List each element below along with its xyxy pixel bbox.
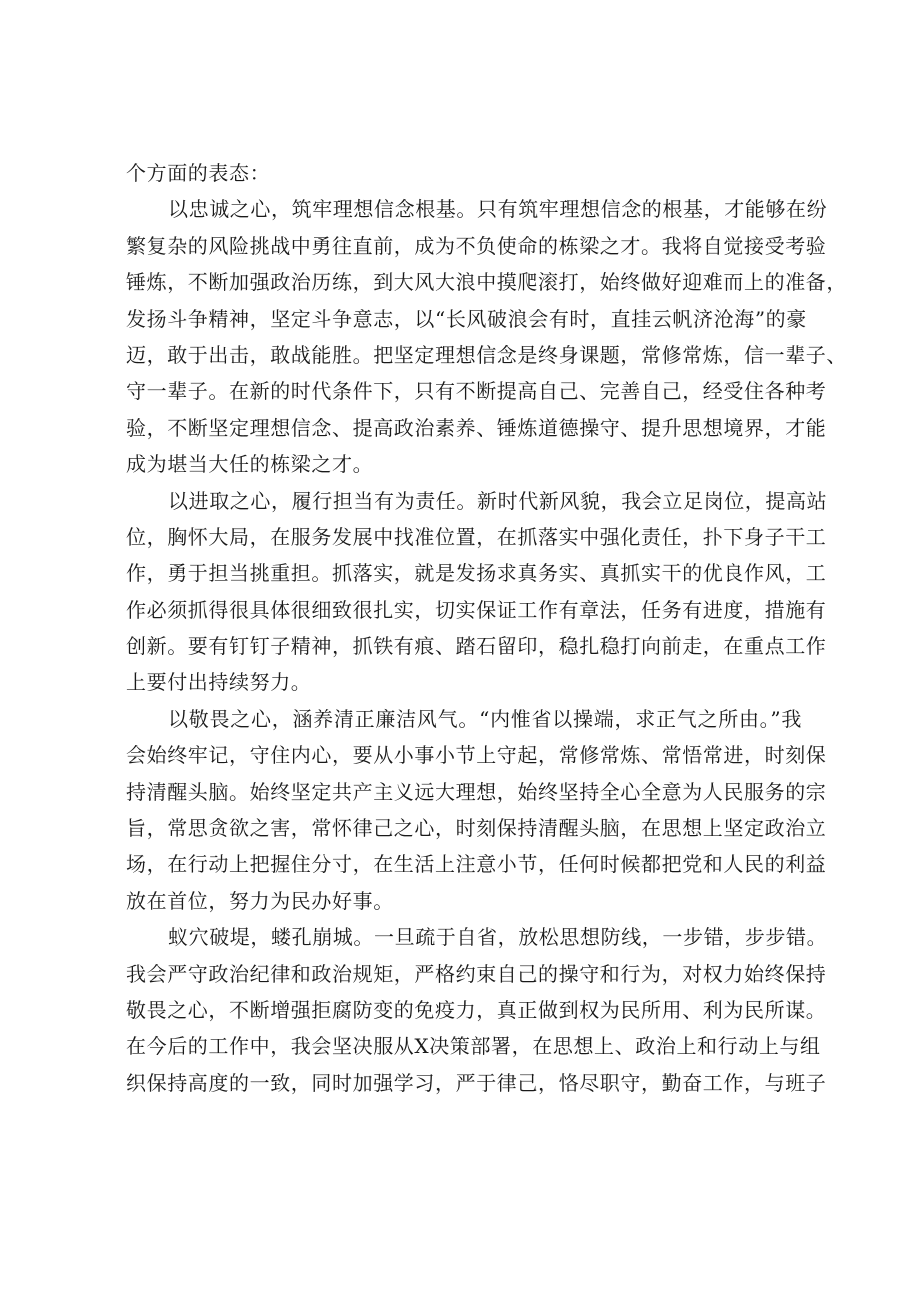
text-line: 位，胸怀大局，在服务发展中找准位置，在抓落实中强化责任，扑下身子干工 [126,524,827,549]
text-line: 上要付出持续努力。 [126,670,312,695]
text-line: 织保持高度的一致，同时加强学习，严于律己，恪尽职守，勤奋工作，与班子 [126,1070,827,1095]
paragraph-start-line: 以进取之心，履行担当有为责任。新时代新风貌，我会立足岗位，提高站 [168,488,828,513]
text-line: 持清醒头脑。始终坚定共产主义远大理想，始终坚持全心全意为人民服务的宗 [126,779,827,804]
text-line: 锤炼，不断加强政治历练，到大风大浪中摸爬滚打，始终做好迎难而上的准备， [126,270,847,295]
text-line: 个方面的表态： [126,161,271,185]
text-line: 在今后的工作中，我会坚决服从X决策部署，在思想上、政治上和行动上与组 [126,1034,821,1059]
text-line: 作，勇于担当挑重担。抓落实，就是发扬求真务实、真抓实干的优良作风，工 [126,561,827,586]
text-line: 作必须抓得很具体很细致很扎实，切实保证工作有章法，任务有进度，措施有 [126,597,827,622]
text-line: 我会严守政治纪律和政治规矩，严格约束自己的操守和行为，对权力始终保持 [126,961,827,986]
text-line: 迈，敢于出击，敢战能胜。把坚定理想信念是终身课题，常修常炼，信一辈子、 [126,342,847,367]
text-line: 场，在行动上把握住分寸，在生活上注意小节，任何时候都把党和人民的利益 [126,852,827,877]
text-line: 放在首位，努力为民办好事。 [126,888,394,913]
paragraph-start-line: 蚁穴破堤，蝼孔崩城。一旦疏于自省，放松思想防线，一步错，步步错。 [168,925,828,950]
text-line: 验，不断坚定理想信念、提高政治素养、锤炼道德操守、提升思想境界，才能 [126,415,827,440]
text-line: 繁复杂的风险挑战中勇往直前，成为不负使命的栋梁之才。我将自觉接受考验 [126,233,827,258]
text-line: 创新。要有钉钉子精神，抓铁有痕、踏石留印，稳扎稳打向前走，在重点工作 [126,634,827,659]
text-line: 敬畏之心，不断增强拒腐防变的免疫力，真正做到权为民所用、利为民所谋。 [126,997,827,1022]
text-line: 守一辈子。在新的时代条件下，只有不断提高自己、完善自己，经受住各种考 [126,379,827,404]
paragraph-start-line: 以敬畏之心，涵养清正廉洁风气。“内惟省以操端，求正气之所由。”我 [168,706,802,731]
text-line: 发扬斗争精神，坚定斗争意志，以“长风破浪会有时，直挂云帆济沧海”的豪 [126,306,807,331]
text-line: 成为堪当大任的栋梁之才。 [126,452,374,477]
text-line: 旨，常思贪欲之害，常怀律己之心，时刻保持清醒头脑，在思想上坚定政治立 [126,816,827,841]
text-line: 会始终牢记，守住内心，要从小事小节上守起，常修常炼、常悟常进，时刻保 [126,743,827,768]
paragraph-start-line: 以忠诚之心，筑牢理想信念根基。只有筑牢理想信念的根基，才能够在纷 [168,197,828,222]
document-body [126,155,847,1101]
